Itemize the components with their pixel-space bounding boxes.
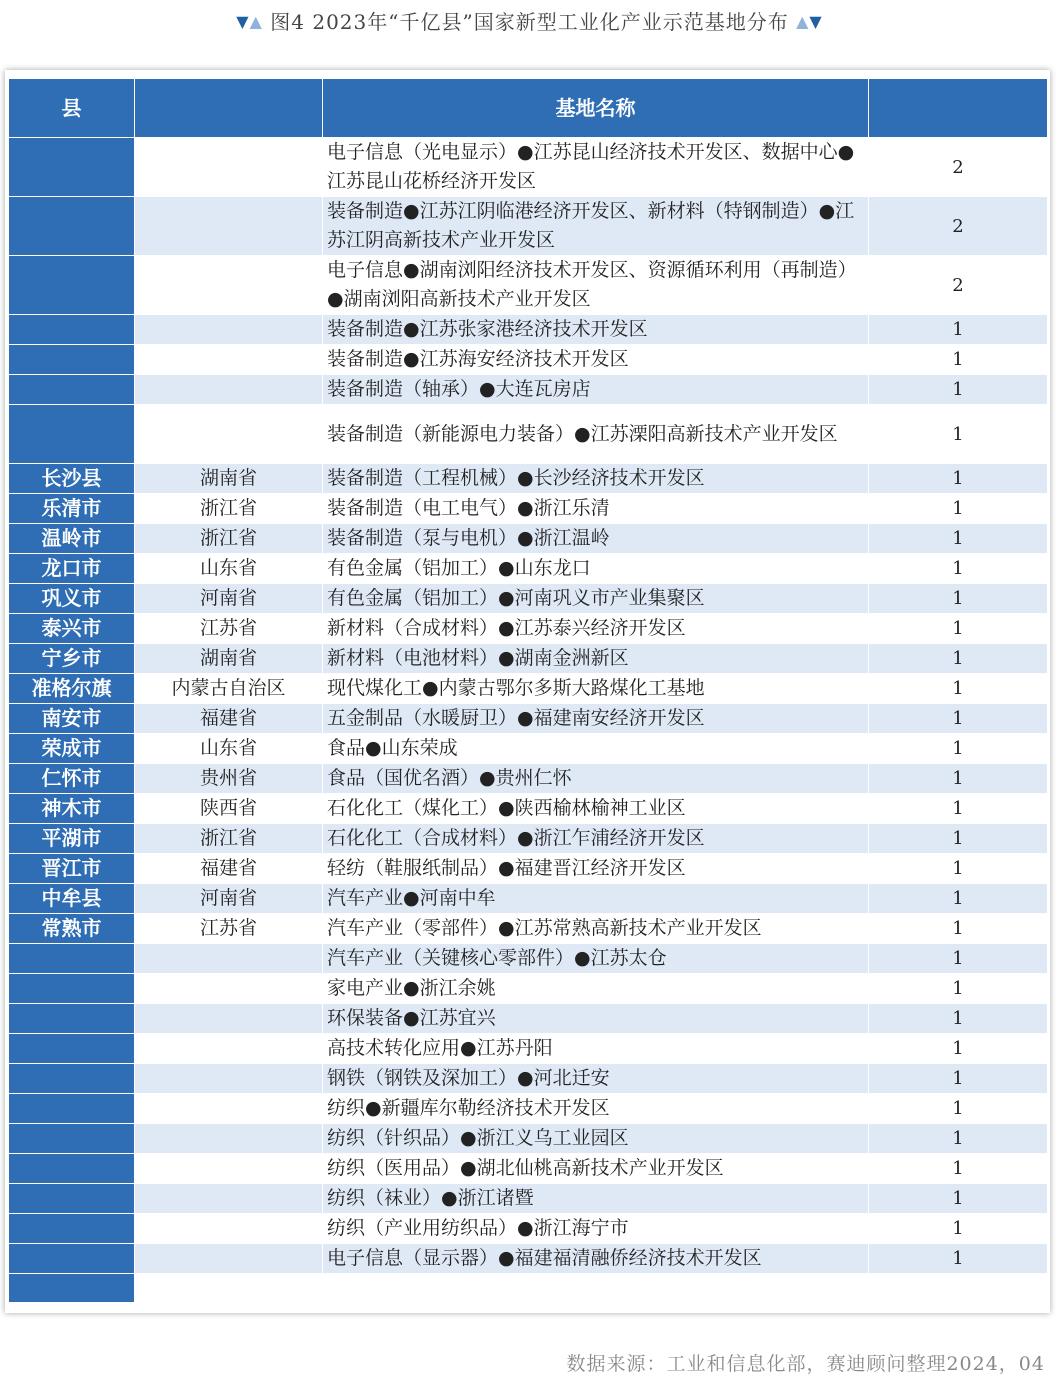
base-name-cell: 装备制造（工程机械）●长沙经济技术开发区 [323, 464, 869, 494]
table-row [9, 824, 1048, 854]
county-cell: 中牟县 [9, 884, 135, 914]
county-cell [9, 944, 135, 974]
table-row [9, 1004, 1048, 1034]
base-name-cell: 装备制造●江苏张家港经济技术开发区 [323, 315, 869, 345]
count-cell: 1 [869, 1124, 1048, 1154]
province-cell [135, 405, 323, 464]
province-cell: 浙江省 [135, 494, 323, 524]
count-cell: 1 [869, 554, 1048, 584]
header-province [135, 79, 323, 138]
base-name-cell: 电子信息●湖南浏阳经济技术开发区、资源循环利用（再制造）●湖南浏阳高新技术产业开发区 [323, 256, 869, 315]
base-name-cell: 食品●山东荣成 [323, 734, 869, 764]
count-cell: 1 [869, 734, 1048, 764]
table-row [9, 884, 1048, 914]
figure-title-text: 图4 2023年“千亿县”国家新型工业化产业示范基地分布 [270, 10, 789, 34]
table-row [9, 1094, 1048, 1124]
table-row [9, 944, 1048, 974]
table-row [9, 405, 1048, 464]
count-cell: 1 [869, 405, 1048, 464]
table-row [9, 974, 1048, 1004]
province-cell [135, 974, 323, 1004]
base-name-cell: 汽车产业（关键核心零部件）●江苏太仓 [323, 944, 869, 974]
county-cell: 温岭市 [9, 524, 135, 554]
base-name-cell: 纺织（针织品）●浙江义乌工业园区 [323, 1124, 869, 1154]
table-row [9, 345, 1048, 375]
table-row [9, 375, 1048, 405]
base-name-cell [323, 1274, 869, 1303]
table-row [9, 1214, 1048, 1244]
province-cell [135, 1094, 323, 1124]
county-cell [9, 1124, 135, 1154]
header-row [9, 79, 1048, 138]
base-name-cell: 环保装备●江苏宜兴 [323, 1004, 869, 1034]
county-cell [9, 375, 135, 405]
base-name-cell: 食品（国优名酒）●贵州仁怀 [323, 764, 869, 794]
province-cell [135, 1004, 323, 1034]
county-cell: 神木市 [9, 794, 135, 824]
province-cell: 福建省 [135, 854, 323, 884]
county-cell [9, 1064, 135, 1094]
province-cell [135, 256, 323, 315]
base-name-cell: 家电产业●浙江余姚 [323, 974, 869, 1004]
base-name-cell: 装备制造（电工电气）●浙江乐清 [323, 494, 869, 524]
county-cell: 龙口市 [9, 554, 135, 584]
province-cell [135, 138, 323, 197]
count-cell: 1 [869, 1154, 1048, 1184]
base-name-cell: 装备制造●江苏海安经济技术开发区 [323, 345, 869, 375]
province-cell [135, 1244, 323, 1274]
table-row [9, 494, 1048, 524]
triangle-down-icon: ▼ [809, 12, 823, 31]
base-name-cell: 汽车产业●河南中牟 [323, 884, 869, 914]
base-name-cell: 高技术转化应用●江苏丹阳 [323, 1034, 869, 1064]
base-name-cell: 汽车产业（零部件）●江苏常熟高新技术产业开发区 [323, 914, 869, 944]
province-cell: 福建省 [135, 704, 323, 734]
table-row [9, 1244, 1048, 1274]
header-county: 县 [9, 79, 135, 138]
header-base-name: 基地名称 [323, 79, 869, 138]
source-note: 数据来源：工业和信息化部，赛迪顾问整理2024，04 [566, 1353, 1045, 1375]
count-cell: 1 [869, 1064, 1048, 1094]
count-cell: 1 [869, 674, 1048, 704]
county-cell: 长沙县 [9, 464, 135, 494]
table-row [9, 197, 1048, 256]
table-row [9, 1274, 1048, 1303]
count-cell: 1 [869, 884, 1048, 914]
count-cell: 1 [869, 614, 1048, 644]
province-cell: 内蒙古自治区 [135, 674, 323, 704]
count-cell: 1 [869, 644, 1048, 674]
table-row [9, 1184, 1048, 1214]
count-cell: 1 [869, 375, 1048, 405]
table-row [9, 794, 1048, 824]
count-cell: 1 [869, 584, 1048, 614]
base-name-cell: 轻纺（鞋服纸制品）●福建晋江经济开发区 [323, 854, 869, 884]
base-name-cell: 有色金属（铝加工）●山东龙口 [323, 554, 869, 584]
count-cell: 2 [869, 256, 1048, 315]
table-row [9, 584, 1048, 614]
county-cell [9, 974, 135, 1004]
table-row [9, 464, 1048, 494]
table-row [9, 138, 1048, 197]
county-cell [9, 1244, 135, 1274]
base-name-cell: 电子信息（显示器）●福建福清融侨经济技术开发区 [323, 1244, 869, 1274]
count-cell: 1 [869, 914, 1048, 944]
table-row [9, 734, 1048, 764]
county-cell: 常熟市 [9, 914, 135, 944]
count-cell: 2 [869, 138, 1048, 197]
count-cell: 1 [869, 1094, 1048, 1124]
province-cell [135, 375, 323, 405]
count-cell: 1 [869, 524, 1048, 554]
count-cell: 1 [869, 345, 1048, 375]
base-name-cell: 五金制品（水暖厨卫）●福建南安经济开发区 [323, 704, 869, 734]
count-cell: 1 [869, 704, 1048, 734]
province-cell: 山东省 [135, 734, 323, 764]
table-row [9, 854, 1048, 884]
province-cell [135, 1064, 323, 1094]
base-name-cell: 新材料（合成材料）●江苏泰兴经济开发区 [323, 614, 869, 644]
count-cell: 1 [869, 854, 1048, 884]
data-table [8, 78, 1048, 1303]
count-cell: 1 [869, 1214, 1048, 1244]
table-row [9, 256, 1048, 315]
count-cell: 1 [869, 315, 1048, 345]
table-row [9, 644, 1048, 674]
base-name-cell: 纺织（袜业）●浙江诸暨 [323, 1184, 869, 1214]
county-cell: 平湖市 [9, 824, 135, 854]
county-cell: 准格尔旗 [9, 674, 135, 704]
table-row [9, 674, 1048, 704]
county-cell [9, 1274, 135, 1303]
county-cell [9, 1184, 135, 1214]
province-cell: 贵州省 [135, 764, 323, 794]
table-row [9, 1064, 1048, 1094]
base-name-cell: 装备制造（泵与电机）●浙江温岭 [323, 524, 869, 554]
table-row [9, 315, 1048, 345]
county-cell: 仁怀市 [9, 764, 135, 794]
table-row [9, 524, 1048, 554]
province-cell: 河南省 [135, 884, 323, 914]
header-count [869, 79, 1048, 138]
county-cell [9, 345, 135, 375]
table-row [9, 914, 1048, 944]
table-row [9, 704, 1048, 734]
count-cell: 1 [869, 764, 1048, 794]
province-cell [135, 1034, 323, 1064]
base-name-cell: 纺织（医用品）●湖北仙桃高新技术产业开发区 [323, 1154, 869, 1184]
count-cell: 1 [869, 1034, 1048, 1064]
county-cell [9, 1034, 135, 1064]
province-cell: 山东省 [135, 554, 323, 584]
base-name-cell: 电子信息（光电显示）●江苏昆山经济技术开发区、数据中心●江苏昆山花桥经济开发区 [323, 138, 869, 197]
count-cell: 1 [869, 824, 1048, 854]
base-name-cell: 纺织●新疆库尔勒经济技术开发区 [323, 1094, 869, 1124]
figure-title [0, 6, 1059, 35]
count-cell: 1 [869, 1244, 1048, 1274]
province-cell: 湖南省 [135, 464, 323, 494]
base-name-cell: 钢铁（钢铁及深加工）●河北迁安 [323, 1064, 869, 1094]
table-card [5, 70, 1050, 1313]
table-row [9, 764, 1048, 794]
province-cell: 河南省 [135, 584, 323, 614]
province-cell [135, 944, 323, 974]
county-cell [9, 197, 135, 256]
county-cell: 荣成市 [9, 734, 135, 764]
county-cell [9, 256, 135, 315]
triangle-up-icon: ▲ [249, 12, 263, 31]
province-cell: 浙江省 [135, 524, 323, 554]
province-cell [135, 1274, 323, 1303]
county-cell [9, 138, 135, 197]
province-cell [135, 1214, 323, 1244]
county-cell [9, 1214, 135, 1244]
base-name-cell: 装备制造（轴承）●大连瓦房店 [323, 375, 869, 405]
count-cell: 1 [869, 1004, 1048, 1034]
county-cell [9, 1004, 135, 1034]
province-cell [135, 315, 323, 345]
county-cell [9, 315, 135, 345]
base-name-cell: 新材料（电池材料）●湖南金洲新区 [323, 644, 869, 674]
base-name-cell: 现代煤化工●内蒙古鄂尔多斯大路煤化工基地 [323, 674, 869, 704]
county-cell: 宁乡市 [9, 644, 135, 674]
base-name-cell: 装备制造●江苏江阴临港经济开发区、新材料（特钢制造）●江苏江阴高新技术产业开发区 [323, 197, 869, 256]
base-name-cell: 纺织（产业用纺织品）●浙江海宁市 [323, 1214, 869, 1244]
table-row [9, 1124, 1048, 1154]
province-cell [135, 1154, 323, 1184]
count-cell [869, 1274, 1048, 1303]
county-cell [9, 405, 135, 464]
count-cell: 1 [869, 794, 1048, 824]
count-cell: 1 [869, 974, 1048, 1004]
county-cell: 乐清市 [9, 494, 135, 524]
county-cell [9, 1154, 135, 1184]
table-row [9, 554, 1048, 584]
base-name-cell: 装备制造（新能源电力装备）●江苏溧阳高新技术产业开发区 [323, 405, 869, 464]
base-name-cell: 有色金属（铝加工）●河南巩义市产业集聚区 [323, 584, 869, 614]
province-cell: 江苏省 [135, 914, 323, 944]
triangle-down-icon: ▼ [236, 12, 250, 31]
count-cell: 1 [869, 1184, 1048, 1214]
base-name-cell: 石化化工（合成材料）●浙江乍浦经济开发区 [323, 824, 869, 854]
province-cell [135, 197, 323, 256]
province-cell [135, 345, 323, 375]
county-cell [9, 1094, 135, 1124]
table-row [9, 1034, 1048, 1064]
county-cell: 晋江市 [9, 854, 135, 884]
county-cell: 南安市 [9, 704, 135, 734]
province-cell: 江苏省 [135, 614, 323, 644]
triangle-up-icon: ▲ [796, 12, 810, 31]
province-cell [135, 1184, 323, 1214]
count-cell: 2 [869, 197, 1048, 256]
count-cell: 1 [869, 464, 1048, 494]
table-row [9, 614, 1048, 644]
province-cell: 浙江省 [135, 824, 323, 854]
county-cell: 巩义市 [9, 584, 135, 614]
province-cell [135, 1124, 323, 1154]
base-name-cell: 石化化工（煤化工）●陕西榆林榆神工业区 [323, 794, 869, 824]
county-cell: 泰兴市 [9, 614, 135, 644]
province-cell: 陕西省 [135, 794, 323, 824]
count-cell: 1 [869, 944, 1048, 974]
province-cell: 湖南省 [135, 644, 323, 674]
count-cell: 1 [869, 494, 1048, 524]
table-row [9, 1154, 1048, 1184]
